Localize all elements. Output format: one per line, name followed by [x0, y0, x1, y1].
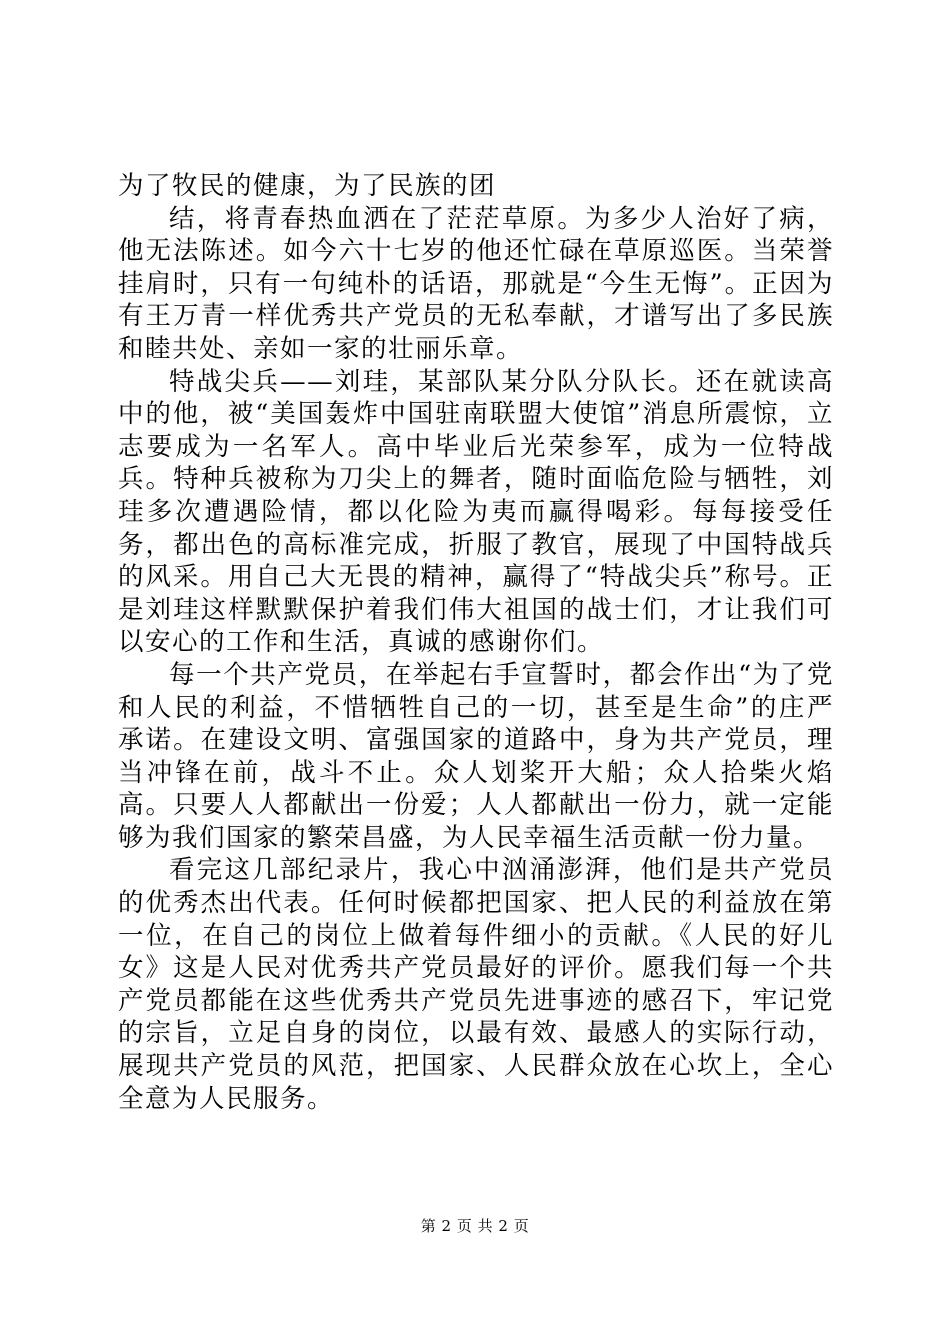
page-number-footer: 第 2 页 共 2 页 [420, 1217, 530, 1235]
paragraph: 每一个共产党员，在举起右手宣誓时，都会作出“为了党和人民的利益，不惜牺牲自己的一切，甚至是生命”的庄严承诺。在建设文明、富强国家的道路中，身为共产党员，理当冲锋在前，战斗不止。众人划桨开大船；众人拾柴火焰高。只要人人都献出一份爱；人人都献出一份力，就一定能够为我们国家的繁荣昌盛，为人民幸福生活贡献一份力量。 [118, 659, 834, 853]
document-body [118, 170, 834, 1115]
paragraph: 为了牧民的健康，为了民族的团 [118, 171, 497, 201]
paragraph: 结，将青春热血洒在了茫茫草原。为多少人治好了病，他无法陈述。如今六十七岁的他还忙碌在草原巡医。当荣誉挂肩时，只有一句纯朴的话语，那就是“今生无悔”。正因为有王万青一样优秀共产党员的无私奉献，才谱写出了多民族和睦共处、亲如一家的壮丽乐章。 [118, 203, 834, 364]
paragraph: 特战尖兵——刘珪，某部队某分队分队长。还在就读高中的他，被“美国轰炸中国驻南联盟大使馆”消息所震惊，立志要成为一名军人。高中毕业后光荣参军，成为一位特战兵。特种兵被称为刀尖上的舞者，随时面临危险与牺牲，刘珪多次遭遇险情，都以化险为夷而赢得喝彩。每每接受任务，都出色的高标准完成，折服了教官，展现了中国特战兵的风采。用自己大无畏的精神，赢得了“特战尖兵”称号。正是刘珪这样默默保护着我们伟大祖国的战士们，才让我们可以安心的工作和生活，真诚的感谢你们。 [118, 366, 834, 658]
paragraph: 看完这几部纪录片，我心中汹涌澎湃，他们是共产党员的优秀杰出代表。任何时候都把国家、把人民的利益放在第一位，在自己的岗位上做着每件细小的贡献。《人民的好儿女》这是人民对优秀共产党员最好的评价。愿我们每一个共产党员都能在这些优秀共产党员先进事迹的感召下，牢记党的宗旨，立足自身的岗位，以最有效、最感人的实际行动，展现共产党员的风范，把国家、人民群众放在心坎上，全心全意为人民服务。 [118, 855, 834, 1114]
